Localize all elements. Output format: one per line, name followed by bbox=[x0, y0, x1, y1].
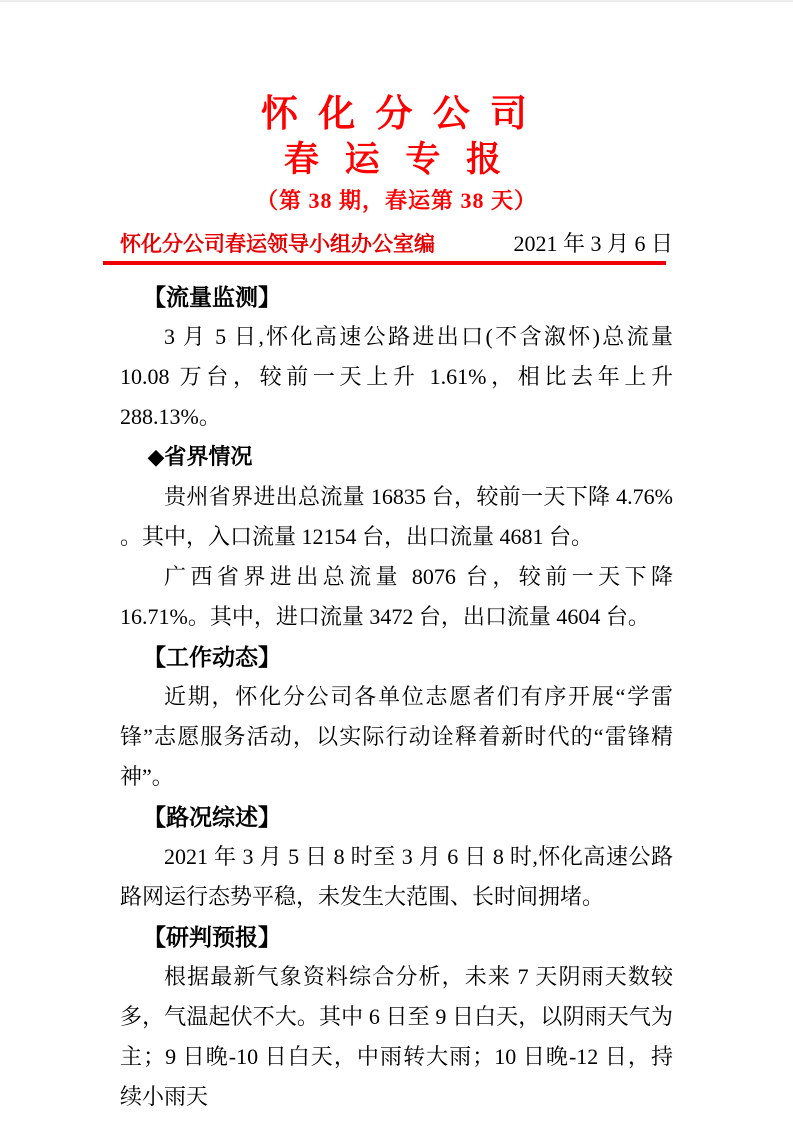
paragraph-guizhou-border: 贵州省界进出总流量 16835 台，较前一天下降 4.76% 。其中，入口流量 12154 台，出口流量 4681 台。 bbox=[120, 484, 673, 549]
issue-date: 2021 年 3 月 6 日 bbox=[513, 231, 673, 256]
section-heading-traffic-monitor: 【流量监测】 bbox=[143, 284, 281, 310]
section-heading-forecast: 【研判预报】 bbox=[143, 924, 281, 950]
paragraph-weather-forecast: 根据最新气象资料综合分析，未来 7 天阴雨天数较多，气温起伏不大。其中 6 日至 9 日白天，以阴雨天气为主；9 日晚-10 日白天，中雨转大雨；10 日晚-12 日，持续小雨天 bbox=[120, 964, 673, 1109]
issue-number-line: （第 38 期，春运第 38 天） bbox=[255, 188, 537, 213]
report-body bbox=[120, 277, 673, 1117]
company-title: 怀 化 分 公 司 bbox=[260, 93, 533, 134]
subsection-heading-province-border: ◆省界情况 bbox=[147, 444, 253, 469]
section-heading-work-updates: 【工作动态】 bbox=[143, 644, 281, 670]
masthead-row bbox=[120, 230, 673, 259]
paragraph-traffic-total: 3 月 5 日,怀化高速公路进出口(不含溆怀)总流量 10.08 万台，较前一天上升 1.61%，相比去年上升 288.13%。 bbox=[120, 324, 673, 429]
paragraph-guangxi-border: 广西省界进出总流量 8076 台，较前一天下降 16.71%。其中，进口流量 3472 台，出口流量 4604 台。 bbox=[120, 564, 673, 629]
report-title: 春 运 专 报 bbox=[283, 140, 510, 179]
section-heading-road-summary: 【路况综述】 bbox=[143, 804, 281, 830]
paragraph-road-network: 2021 年 3 月 5 日 8 时至 3 月 6 日 8 时,怀化高速公路路网运行态势平稳，未发生大范围、长时间拥堵。 bbox=[120, 844, 673, 909]
paragraph-volunteer-activity: 近期，怀化分公司各单位志愿者们有序开展“学雷锋”志愿服务活动，以实际行动诠释着新时代的“雷锋精神”。 bbox=[120, 684, 673, 789]
report-title-block bbox=[120, 2, 673, 216]
editor-label: 怀化分公司春运领导小组办公室编 bbox=[120, 233, 435, 256]
red-divider-rule bbox=[103, 261, 666, 265]
